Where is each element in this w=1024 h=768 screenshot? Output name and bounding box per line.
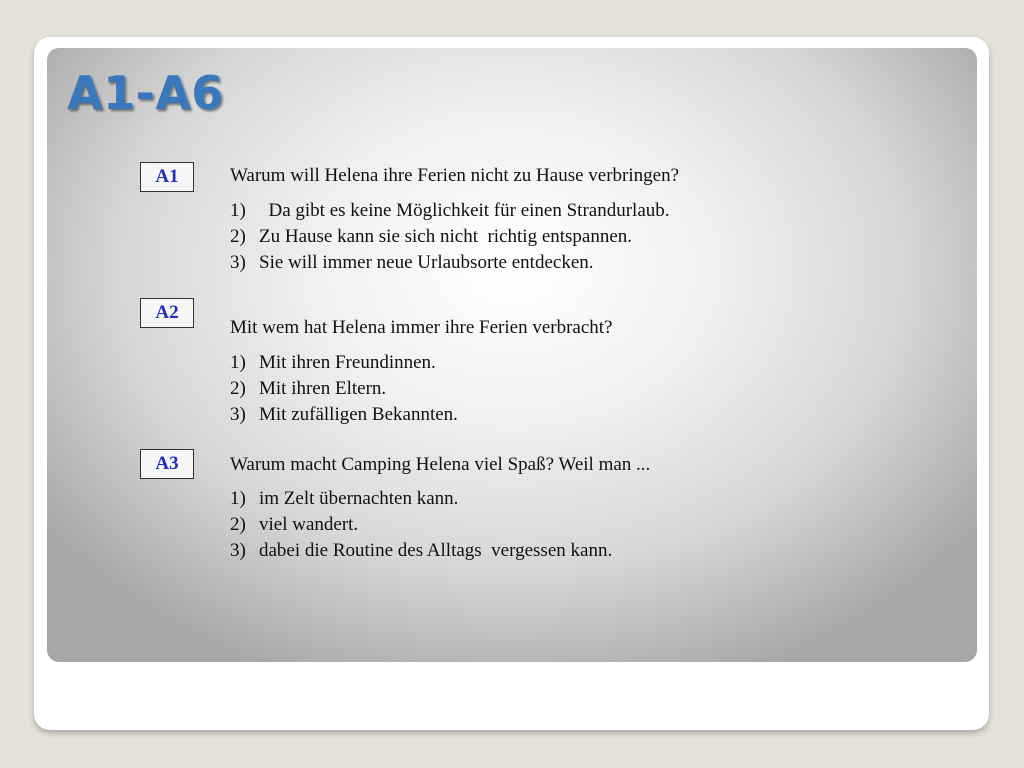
answer-option	[230, 250, 670, 276]
slide-title: A1-A6	[67, 66, 224, 120]
answer-option	[230, 512, 612, 538]
answer-text: Mit ihren Freundinnen.	[259, 352, 436, 373]
question-text-a1: Warum will Helena ihre Ferien nicht zu Hause verbringen?	[230, 165, 680, 186]
answer-number: 2)	[230, 378, 246, 399]
answer-option	[230, 538, 612, 564]
answer-list-a2	[230, 350, 458, 428]
answer-text: Sie will immer neue Urlaubsorte entdecken.	[259, 252, 594, 273]
answer-number: 3)	[230, 540, 246, 561]
answer-number: 1)	[230, 200, 246, 221]
answer-text: viel wandert.	[259, 514, 359, 535]
slide-panel	[47, 48, 977, 662]
answer-number: 3)	[230, 404, 246, 425]
answer-text: Zu Hause kann sie sich nicht richtig entspannen.	[259, 226, 633, 247]
answer-text: Da gibt es keine Möglichkeit für einen Strandurlaub.	[259, 200, 670, 221]
answer-list-a1	[230, 198, 670, 276]
question-text-a2: Mit wem hat Helena immer ihre Ferien verbracht?	[230, 317, 613, 338]
answer-number: 2)	[230, 226, 246, 247]
answer-text: dabei die Routine des Alltags vergessen kann.	[259, 540, 613, 561]
question-label-a3: A3	[140, 449, 194, 479]
answer-number: 2)	[230, 514, 246, 535]
answer-option	[230, 402, 458, 428]
question-label-a1: A1	[140, 162, 194, 192]
answer-list-a3	[230, 486, 612, 564]
answer-option	[230, 224, 670, 250]
answer-text: im Zelt übernachten kann.	[259, 488, 459, 509]
answer-number: 1)	[230, 488, 246, 509]
answer-option	[230, 486, 612, 512]
slide-frame	[34, 37, 989, 730]
question-label-a2: A2	[140, 298, 194, 328]
answer-option	[230, 198, 670, 224]
answer-option	[230, 376, 458, 402]
answer-option	[230, 350, 458, 376]
answer-number: 3)	[230, 252, 246, 273]
question-text-a3: Warum macht Camping Helena viel Spaß? Weil man ...	[230, 454, 651, 475]
answer-text: Mit zufälligen Bekannten.	[259, 404, 458, 425]
answer-text: Mit ihren Eltern.	[259, 378, 387, 399]
answer-number: 1)	[230, 352, 246, 373]
